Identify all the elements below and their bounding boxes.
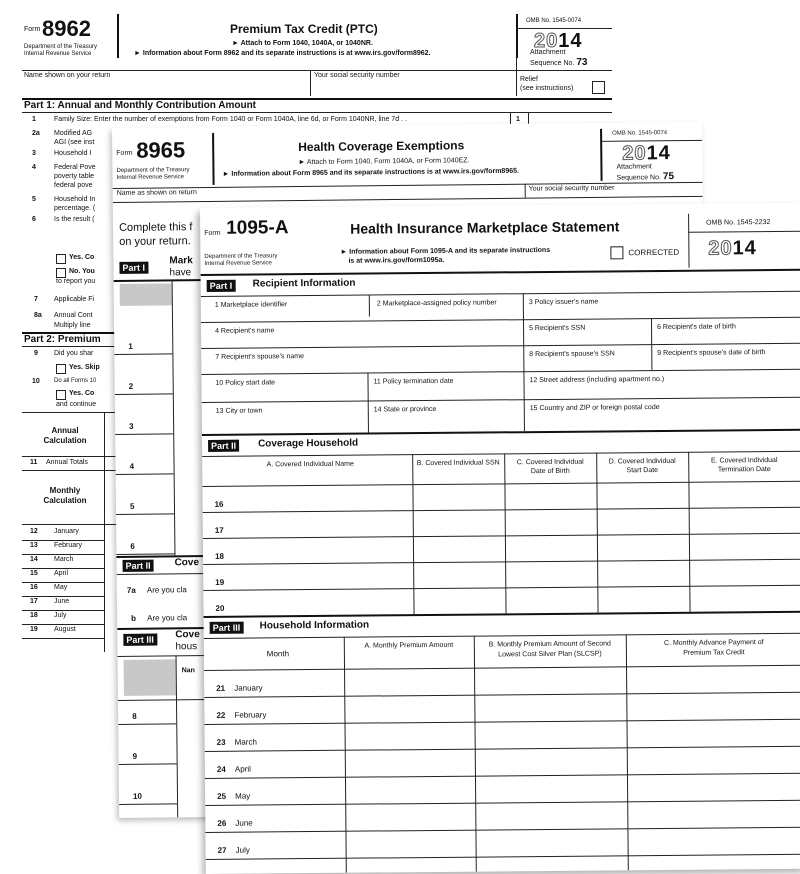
part2-title: Cove [174, 557, 200, 569]
line-text: poverty table [54, 173, 95, 180]
part3-title: Household Information [259, 619, 370, 632]
row-number: 1 [128, 341, 133, 351]
month-line-number: 17 [30, 598, 38, 605]
dept-line2: Internal Revenue Service [204, 260, 272, 267]
month-line-number: 14 [30, 556, 38, 563]
month-line-number: 18 [30, 612, 38, 619]
header-divider [117, 14, 119, 58]
part1-title: Part 1: Annual and Monthly Contribution Amount [24, 100, 257, 111]
household-row-month: March [234, 737, 257, 747]
col-covered-ssn: B. Covered Individual SSN [416, 459, 500, 468]
field-state: 14 State or province [373, 405, 437, 414]
part1-title-1: Mark [169, 255, 193, 267]
line-text: Household I [54, 150, 92, 157]
relief-label-2: (see instructions) [520, 85, 574, 92]
col-monthly-premium: A. Monthly Premium Amount [364, 641, 454, 650]
monthly-calc-2: Calculation [43, 496, 87, 505]
line-text: Family Size: Enter the number of exemptions from Form 1040 or Form 1040A, line 6d, or Form 1040NR, line 7d . . [54, 116, 407, 123]
info-note-2: is at www.irs.gov/form1095a. [348, 256, 445, 265]
info-note: ► Information about Form 8962 and its separate instructions is at www.irs.gov/form8962. [134, 50, 431, 57]
field-spouse-dob: 9 Recipient's spouse's date of birth [657, 349, 766, 358]
row-number: 5 [129, 501, 135, 511]
ssn-label: Your social security number [314, 72, 400, 79]
part2-title: Part 2: Premium [24, 334, 101, 345]
line-text: Modified AG [54, 130, 93, 137]
monthly-calc-1: Monthly [49, 486, 81, 495]
tax-year: 2014 [622, 142, 671, 165]
part3-column: Nan [181, 667, 195, 675]
month-line-number: 12 [30, 528, 38, 535]
form-word: Form [24, 26, 41, 33]
line-box: 1 [516, 116, 520, 123]
line-text: percentage. ( [54, 205, 96, 212]
col-termination-date-1: E. Covered Individual [710, 456, 778, 465]
col-covered-name: A. Covered Individual Name [266, 460, 354, 469]
sequence-label: Sequence No. 73 [530, 57, 588, 68]
household-row-number: 27 [217, 845, 227, 855]
field-recipient-ssn: 5 Recipient's SSN [529, 324, 586, 333]
part3-title-1: Cove [175, 629, 200, 641]
line6-no-checkbox[interactable] [56, 268, 66, 278]
complete-note-2: on your return. [119, 235, 191, 248]
month-line-number: 16 [30, 584, 38, 591]
form-title: Premium Tax Credit (PTC) [230, 22, 378, 36]
row-number: 8 [132, 711, 137, 721]
row-number: 4 [129, 461, 135, 471]
field-policy-start: 10 Policy start date [215, 379, 276, 387]
omb-number: OMB No. 1545-2232 [706, 219, 771, 227]
household-row-number: 23 [216, 737, 226, 747]
line10-text: Do all Forms 10 [54, 378, 97, 384]
line-text: Is the result ( [54, 216, 95, 223]
household-row-month: January [234, 683, 263, 693]
line8a-text2: Multiply line [54, 322, 91, 329]
line-number: 1 [32, 116, 36, 123]
attachment-label: Attachment [616, 163, 652, 171]
line6-no: No. You [69, 268, 95, 275]
line8a-text: Annual Cont [54, 312, 93, 319]
part3-tag: Part III [123, 634, 157, 646]
col-advance-payment-2: Premium Tax Credit [683, 649, 745, 657]
coverage-row-number: 18 [215, 551, 224, 561]
line-number: 3 [32, 150, 36, 157]
part3-title-2: hous [175, 641, 198, 653]
household-row-month: February [234, 710, 267, 720]
month-name: January [54, 528, 79, 535]
line9-text: Did you shar [54, 350, 94, 357]
omb-number: OMB No. 1545-0074 [612, 130, 668, 137]
field-spouse-name: 7 Recipient's spouse's name [215, 353, 305, 361]
line-number: 6 [32, 216, 36, 223]
month-name: July [54, 612, 67, 619]
coverage-row-number: 19 [215, 577, 225, 587]
shaded-cell [124, 659, 176, 696]
month-name: April [54, 570, 69, 577]
line-text: Federal Pove [54, 164, 96, 171]
line9-yes-checkbox[interactable] [56, 364, 66, 374]
corrected-checkbox[interactable] [610, 246, 623, 259]
line7b-text: Are you cla [147, 613, 188, 623]
household-row-number: 24 [216, 764, 226, 774]
part3-tag: Part III [210, 622, 244, 634]
col-start-date-2: Start Date [626, 467, 659, 475]
form-word: Form [204, 229, 221, 237]
col-month: Month [266, 649, 290, 659]
row-number: 10 [132, 791, 142, 801]
col-slcsp-1: B. Monthly Premium Amount of Second [488, 640, 611, 649]
field-policy-termination: 11 Policy termination date [373, 377, 454, 386]
attachment-label: Attachment [530, 49, 566, 56]
col-advance-payment-1: C. Monthly Advance Payment of [663, 639, 764, 647]
dept-line1: Department of the Treasury [204, 253, 278, 260]
corrected-label: CORRECTED [628, 247, 680, 258]
line7a-text: Are you cla [146, 585, 187, 595]
line10-cont: and continue [56, 401, 97, 408]
household-row-number: 25 [217, 791, 227, 801]
month-line-number: 19 [30, 626, 38, 633]
attach-note: ► Attach to Form 1040, 1040A, or 1040NR. [232, 40, 373, 47]
month-name: August [54, 626, 76, 633]
row-number: 3 [129, 421, 134, 431]
form-number: 1095-A [226, 217, 289, 239]
row-number: 9 [132, 751, 138, 761]
month-name: February [54, 542, 83, 549]
household-row-month: July [235, 845, 250, 855]
complete-note-1: Complete this f [118, 221, 193, 234]
col-start-date-1: D. Covered Individual [608, 457, 676, 466]
field-policy-issuer: 3 Policy issuer's name [528, 298, 599, 307]
name-label: Name as shown on return [116, 189, 197, 197]
name-label: Name shown on your return [24, 72, 111, 79]
form-word: Form [116, 149, 133, 157]
dept-line2: Internal Revenue Service [24, 51, 92, 57]
part2-tag: Part II [123, 560, 154, 572]
line6-yes: Yes. Co [69, 254, 95, 261]
form-title: Health Coverage Exemptions [298, 138, 465, 155]
sequence-label: Sequence No. 75 [616, 171, 675, 183]
household-row-month: June [235, 818, 253, 828]
line-number: 4 [32, 164, 36, 171]
info-note: ► Information about Form 8965 and its separate instructions is at www.irs.gov/form8965. [222, 167, 519, 178]
field-marketplace-id: 1 Marketplace identifier [214, 301, 288, 309]
annual-calc-2: Calculation [43, 436, 87, 445]
line11-text: Annual Totals [46, 459, 88, 466]
line6-no-cont: to report you [56, 278, 96, 285]
col-covered-dob-2: Date of Birth [530, 467, 570, 476]
line-number: 5 [32, 196, 36, 203]
col-covered-dob-1: C. Covered Individual [516, 458, 584, 467]
household-row-number: 22 [216, 710, 226, 720]
dept-line1: Department of the Treasury [116, 167, 190, 174]
line-text: Household In [54, 196, 96, 203]
line-number: 2a [32, 130, 40, 137]
row-number: 2 [128, 381, 134, 391]
relief-label-1: Relief [520, 76, 538, 83]
month-name: March [54, 556, 74, 563]
tax-year: 2014 [534, 30, 583, 52]
col-termination-date-2: Termination Date [717, 466, 771, 474]
part2-title: Coverage Household [258, 437, 359, 450]
form-number: 8965 [136, 137, 186, 163]
col-slcsp-2: Lowest Cost Silver Plan (SLCSP) [498, 650, 602, 659]
part2-tag: Part II [208, 440, 239, 452]
coverage-row-number: 16 [214, 499, 224, 509]
info-note-1: ► Information about Form 1095-A and its separate instructions [340, 246, 551, 256]
form-8965-sheet: Form 8965 Department of the Treasury Internal Revenue Service Health Coverage Exemptions ► Attach to Form 1040, Form 1040A, or Form 1040EZ. ► Information about Form 8965 and its separate instructions is at www.irs.gov/form8965. OMB No. 1545-0074 2014 Attachment Sequence No. 75 Name as shown on return Your social security number Complete this f on your return. Part I Mark have 1 2 3 4 5 6 Part II Cove 7a Are you cla b Are you cla Part III Cove hous Nan 8 9 10 [112, 122, 709, 818]
header-divider-right [516, 14, 518, 58]
tax-year: 2014 [708, 237, 757, 260]
month-line-number: 15 [30, 570, 38, 577]
line9-yes: Yes. Skip [69, 364, 100, 371]
form-8962-sheet: Form 8962 Department of the Treasury Internal Revenue Service Premium Tax Credit (PTC) ► Attach to Form 1040, 1040A, or 1040NR. ► Information about Form 8962 and its separate instructions is at www.irs.gov/form8962. OMB No. 1545-0074 2014 Attachment Sequence No. 73 Name shown on your return Your social security number Relief (see instructions) Part 1: Annual and Monthly Contribution Amount 1 Family Size: Enter the number of exemptions from Form 1040 or Form 1040A, line 6d, or Form 1040NR, line 7d . . 1 2a Modified AG AGI (see inst 3 Household I 4 Federal Pove poverty table federal pove 5 Household In percentage. ( 6 Is the result ( Yes. Co No. You to report you 7 Applicable Fi 8a Annual Cont Multiply line Part 2: Premium 9 Did you shar Yes. Skip 10 Do all Forms 10 Yes. Co and continue Annual Calculation 11 Annual Totals Monthly Calculation 12 January 13 February 14 March 15 April 16 May 17 June 18 July 19 August [22, 12, 612, 652]
field-policy-number: 2 Marketplace-assigned policy number [376, 299, 497, 308]
field-street-address: 12 Street address (including apartment no.) [529, 375, 665, 385]
household-row-number: 21 [216, 683, 226, 693]
form-1095a-sheet [200, 203, 800, 874]
part1-title: Recipient Information [252, 277, 356, 290]
month-name: June [54, 598, 70, 605]
line10-yes-checkbox[interactable] [56, 390, 66, 400]
field-city: 13 City or town [215, 407, 263, 415]
field-recipient-name: 4 Recipient's name [215, 327, 275, 335]
form-number: 8962 [42, 16, 91, 41]
coverage-row-number: 17 [214, 525, 224, 535]
field-recipient-dob: 6 Recipient's date of birth [657, 323, 736, 332]
part1-tag: Part I [207, 280, 236, 292]
line-text: AGI (see inst [54, 139, 95, 146]
line10-yes: Yes. Co [69, 390, 95, 397]
part1-title-2: have [169, 267, 192, 279]
shaded-cell [120, 283, 172, 306]
annual-calc-1: Annual [51, 426, 79, 435]
coverage-row-number: 20 [215, 603, 225, 613]
month-line-number: 13 [30, 542, 38, 549]
omb-number: OMB No. 1545-0074 [526, 18, 582, 24]
household-row-month: April [234, 764, 251, 774]
dept-line1: Department of the Treasury [24, 44, 98, 50]
form-title: Health Insurance Marketplace Statement [350, 218, 620, 237]
row-number: 6 [130, 541, 135, 551]
line-text: federal pove [54, 182, 93, 189]
line7-text: Applicable Fi [54, 296, 95, 303]
attach-note: ► Attach to Form 1040, Form 1040A, or Form 1040EZ. [298, 157, 470, 167]
field-country-zip: 15 Country and ZIP or foreign postal code [529, 403, 660, 413]
household-row-month: May [235, 791, 251, 801]
month-name: May [54, 584, 68, 591]
dept-line2: Internal Revenue Service [116, 174, 184, 181]
household-row-number: 26 [217, 818, 227, 828]
relief-checkbox[interactable] [592, 81, 605, 94]
line6-yes-checkbox[interactable] [56, 254, 66, 264]
field-spouse-ssn: 8 Recipient's spouse's SSN [529, 350, 615, 359]
part1-tag: Part I [119, 262, 148, 274]
ssn-label: Your social security number [528, 184, 615, 193]
